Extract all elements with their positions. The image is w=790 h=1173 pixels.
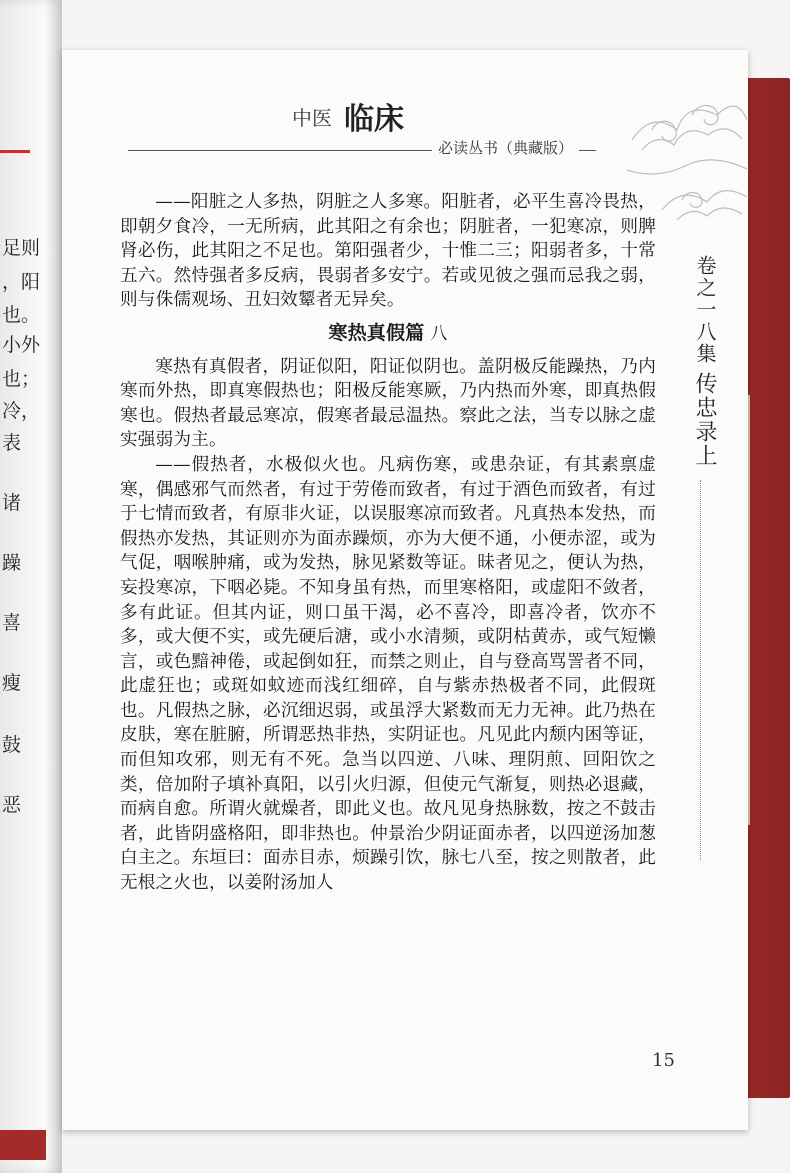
left-fragment: 冷，: [2, 400, 41, 422]
section-number: 八: [430, 323, 448, 344]
left-fragment: 喜: [2, 612, 22, 634]
section-title: 寒热真假篇: [328, 321, 425, 344]
left-fragment: 恶: [2, 794, 22, 816]
page-number: 15: [652, 1050, 675, 1071]
left-fragment: 也。: [2, 304, 41, 326]
left-fragment: 也；: [2, 368, 41, 390]
left-page-rule: [0, 150, 30, 153]
left-fragment: 瘦: [2, 672, 22, 694]
paragraph: 寒热有真假者，阴证似阳，阳证似阴也。盖阴极反能躁热，乃内寒而外热，即真寒假热也；阳极反能寒厥，乃内热而外寒，即真热假寒也。假热者最忌寒凉，假寒者最忌温热。察此之法，当专以脉之虚实强弱为主。: [120, 356, 656, 451]
header-subtitle: 必读丛书（典藏版）: [432, 137, 579, 158]
left-fragment: ，阳: [2, 271, 41, 293]
left-page-edge: [0, 0, 62, 1173]
side-chapter-title: 传忠录上: [692, 372, 717, 468]
header-series-big: 临床: [344, 102, 404, 137]
left-fragment: 小外: [2, 334, 41, 356]
book-page: [62, 50, 748, 1130]
left-cover-corner: [0, 1130, 46, 1160]
paragraph: ——阳脏之人多热，阴脏之人多寒。阳脏者，必平生喜冷畏热，即朝夕食冷，一无所病，此其阳之有余也；阴脏者，一犯寒凉，则脾肾必伤，此其阳之不足也。第阳强者少，十惟二三；阳弱者多，十常五六。然恃强者多反病，畏弱者多安宁。若或见彼之强而忌我之弱，则与侏儒观场、丑妇效颦者无异矣。: [120, 192, 656, 311]
paragraph: ——假热者，水极似火也。凡病伤寒，或患杂证，有其素禀虚寒，偶感邪气而然者，有过于劳倦而致者，有过于酒色而致者，有过于七情而致者，有原非火证，以误服寒凉而致者。凡真热本发热，而假热亦发热，其证则亦为面赤躁烦，亦为大便不通，小便赤涩，或为气促，咽喉肿痛，或为发热，脉见紧数等证。昧者见之，便认为热，妄投寒凉，下咽必毙。不知身虽有热，而里寒格阳，或虚阳不敛者，多有此证。但其内证，则口虽干渴，必不喜冷，即喜冷者，饮亦不多，或大便不实，或先硬后溏，或小水清频，或阴枯黄赤，或气短懒言，或色黯神倦，或起倒如狂，而禁之则止，自与登高骂詈者不同，此虚狂也；或斑如蚊迹而浅红细碎，自与紫赤热极者不同，此假斑也。凡假热之脉，必沉细迟弱，或虽浮大紧数而无力无神。此乃热在皮肤，寒在脏腑，所谓恶热非热，实阴证也。凡见此内颓内困等证，而但知攻邪，则无有不死。急当以四逆、八味、理阴煎、回阳饮之类，倍加附子填补真阳，以引火归源，但使元气渐复，则热必退藏，而病自愈。所谓火就燥者，即此义也。故凡见身热脉数，按之不鼓击者，此皆阴盛格阳，即非热也。仲景治少阴证面赤者，以四逆汤加葱白主之。东垣曰：面赤目赤，烦躁引饮，脉七八至，按之则散者，此无根之火也，以姜附汤加人: [120, 454, 656, 894]
left-fragment: 足则: [2, 237, 41, 259]
left-fragment: 诸: [2, 492, 22, 514]
side-dotted-rule: [700, 480, 703, 860]
left-fragment: 鼓: [2, 734, 22, 756]
section-heading: [120, 321, 656, 347]
left-fragment: 躁: [2, 552, 22, 574]
left-fragment: 表: [2, 432, 22, 454]
side-volume-label: 卷之一八集: [693, 255, 717, 365]
header-series-small: 中医: [292, 106, 332, 130]
body-text: [120, 190, 656, 896]
